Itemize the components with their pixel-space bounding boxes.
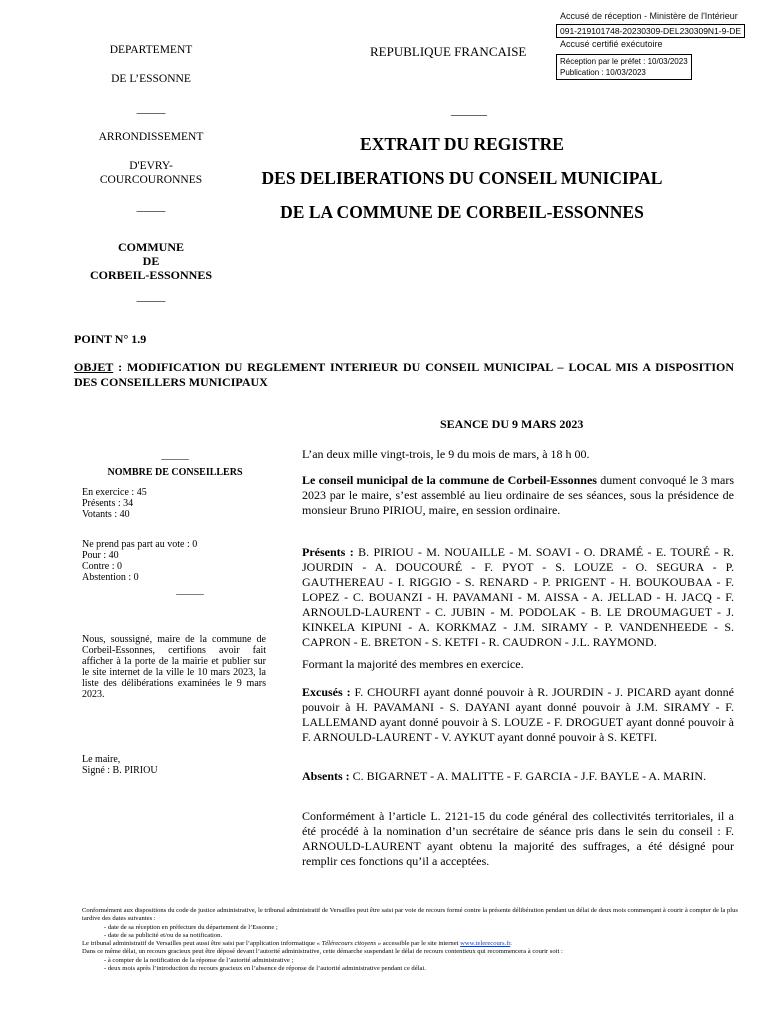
excuses-paragraph <box>302 685 734 745</box>
legal-line-3: - date de sa publicité et/ou de sa notification. <box>104 931 223 939</box>
legal-line-6: - à compter de la notification de la réponse de l’autorité administrative ; <box>104 956 294 964</box>
commune-de: DE <box>142 254 160 268</box>
vote-contre: Contre : 0 <box>82 561 122 572</box>
stamp-certified: Accusé certifié exécutoire <box>560 39 663 49</box>
vote-nepart: Ne prend pas part au vote : 0 <box>82 539 198 550</box>
vote-results <box>82 539 197 583</box>
right-separator: ______ <box>451 103 487 117</box>
legal-line-4e: . <box>510 940 512 948</box>
presents-paragraph <box>302 545 734 650</box>
opening-line: L’an deux mille vingt-trois, le 9 du mois de mars, à 18 h 00. <box>302 447 590 461</box>
maire-signature: Signé : B. PIRIOU <box>82 765 158 776</box>
legal-line-5: Dans ce même délai, un recours gracieux peut être déposé devant l’autorité administrative, cette démarche suspendant le délai de recours contentieux qui recommencera à courir soit : <box>82 948 563 956</box>
secretaire-paragraph: Conformément à l’article L. 2121-15 du code général des collectivités territoriales, il a été procédé à la nomination d’un secrétaire de séance pris dans le sein du conseil : F. ARNOULD-LAURENT ayant obtenu la majorité des suffrages, a été désigné pour remplir ces fonctions qu’il a acceptées. <box>302 809 734 868</box>
arrondissement-label: ARRONDISSEMENT <box>98 131 204 143</box>
commune-label: COMMUNE <box>118 240 184 254</box>
arrondissement-name <box>72 159 230 187</box>
council-separator: _____ <box>161 449 189 461</box>
objet-label: OBJET <box>74 360 114 374</box>
count-exercice: En exercice : 45 <box>82 487 147 498</box>
legal-line-4a: Le tribunal administratif de Versailles peut aussi être saisi par l’application informatique « <box>82 940 322 948</box>
vote-separator: _____ <box>176 584 204 596</box>
count-presents: Présents : 34 <box>82 498 134 509</box>
left-separator-3: _____ <box>136 291 166 303</box>
maire-label: Le maire, <box>82 754 121 765</box>
objet-text: : MODIFICATION DU REGLEMENT INTERIEUR DU CONSEIL MUNICIPAL – LOCAL MIS A DISPOSITION DES CONSEILLERS MUNICIPAUX <box>74 360 734 389</box>
council-counts <box>82 487 147 520</box>
departement-label: DEPARTEMENT <box>109 44 193 56</box>
excuses-label: Excusés : <box>302 685 351 699</box>
council-count-title: NOMBRE DE CONSEILLERS <box>107 467 243 478</box>
point-number: POINT N° 1.9 <box>74 332 147 346</box>
certification-text: Nous, soussigné, maire de la commune de Corbeil-Essonnes, certifions avoir fait afficher à la porte de la mairie et publier sur le site internet de la ville le 10 mars 2023, la liste des délibérations examinées le 9 mars 2023. <box>82 634 266 700</box>
convocation-rest: dument convoqué le 3 mars 2023 par le maire, s’est assemblé au lieu ordinaire de ses séances, sous la présidence de monsieur Bruno PIRIOU, maire, en session ordinaire. <box>302 473 734 517</box>
absents-list: C. BIGARNET - A. MALITTE - F. GARCIA - J.F. BAYLE - A. MARIN. <box>349 769 707 783</box>
commune-name: CORBEIL-ESSONNES <box>89 268 213 282</box>
legal-line-7: - deux mois après l’introduction du recours gracieux en l’absence de réponse de l’autorité administrative pendant ce délai. <box>104 965 426 973</box>
title-line-3: DE LA COMMUNE DE CORBEIL-ESSONNES <box>280 202 644 222</box>
convocation-paragraph <box>302 473 734 518</box>
presents-list: B. PIRIOU - M. NOUAILLE - M. SOAVI - O. DRAMÉ - E. TOURÉ - R. JOURDIN - A. DOUCOURÉ - F. PYOT - S. LOUZE - O. SEGURA - P. GAUTHEREAU - I. RIGGIO - S. RENARD - P. PRIGENT - H. BOUKOUBAA - F. LOPEZ - C. BOUANZI - H. PAVAMANI - M. AISSA - A. JELLAD - H. JACQ - F. ARNOULD-LAURENT - C. JUBIN - M. PODOLAK - B. LE DROUMAGUET - J. KINKELA KIPUNI - A. KORKMAZ - J.M. SIRAMY - P. VANDENHEEDE - S. CAPRON - E. BRETON - S. KETFI - R. CAUDRON - J.L. RAYMOND. <box>302 545 734 649</box>
signature-block <box>82 754 158 776</box>
seance-date: SEANCE DU 9 MARS 2023 <box>440 417 584 431</box>
presents-label: Présents : <box>302 545 354 559</box>
legal-line-4 <box>82 940 742 948</box>
left-separator-2: _____ <box>136 201 166 213</box>
stamp-reception-date: Réception par le préfet : 10/03/2023 <box>560 57 688 66</box>
absents-paragraph <box>302 769 734 784</box>
majorite-line: Formant la majorité des membres en exercice. <box>302 657 524 671</box>
departement-name: DE L’ESSONNE <box>111 73 191 85</box>
commune-block <box>72 240 230 282</box>
legal-line-2: - date de sa réception en préfecture du département de l’Essonne ; <box>104 923 278 931</box>
stamp-publication-date: Publication : 10/03/2023 <box>560 68 646 77</box>
stamp-dates-box <box>556 54 692 80</box>
legal-line-1: Conformément aux dispositions du code de justice administrative, le tribunal administratif de Versailles peut être saisi par voie de recours formé contre la présente délibération pendant un délai de deux mois commençant à courir à compter de la plus tardive des dates suivantes : <box>82 907 738 923</box>
count-votants: Votants : 40 <box>82 509 130 520</box>
stamp-reference: 091-219101748-20230309-DEL230309N1-9-DE <box>556 24 745 38</box>
vote-abstention: Abstention : 0 <box>82 572 139 583</box>
convocation-bold: Le conseil municipal de la commune de Corbeil-Essonnes <box>302 473 597 487</box>
title-line-1: EXTRAIT DU REGISTRE <box>360 134 564 154</box>
arrondissement-name-line2: COURCOURONNES <box>99 174 203 186</box>
telerecours-link[interactable]: www.telerecours.fr <box>460 940 511 948</box>
objet <box>74 360 734 390</box>
legal-notice <box>82 907 742 973</box>
vote-pour: Pour : 40 <box>82 550 119 561</box>
absents-label: Absents : <box>302 769 350 783</box>
stamp-title: Accusé de réception - Ministère de l'Intérieur <box>560 11 738 21</box>
telerecours-name: Télérecours citoyens <box>321 940 377 948</box>
republique-francaise: REPUBLIQUE FRANCAISE <box>370 44 527 59</box>
legal-line-4c: » accessible par le site internet <box>376 940 461 948</box>
excuses-list: F. CHOURFI ayant donné pouvoir à R. JOURDIN - J. PICARD ayant donné pouvoir à H. PAVAMANI - S. DAYANI ayant donné pouvoir à J.M. SIRAMY - F. LALLEMAND ayant donné pouvoir à S. LOUZE - F. DROGUET ayant donné pouvoir à F. ARNOULD-LAURENT - V. AYKUT ayant donné pouvoir à S. KETFI. <box>302 685 734 744</box>
arrondissement-name-line1: D'EVRY- <box>129 160 173 172</box>
left-separator-1: _____ <box>136 103 166 115</box>
title-line-2: DES DELIBERATIONS DU CONSEIL MUNICIPAL <box>261 168 663 188</box>
